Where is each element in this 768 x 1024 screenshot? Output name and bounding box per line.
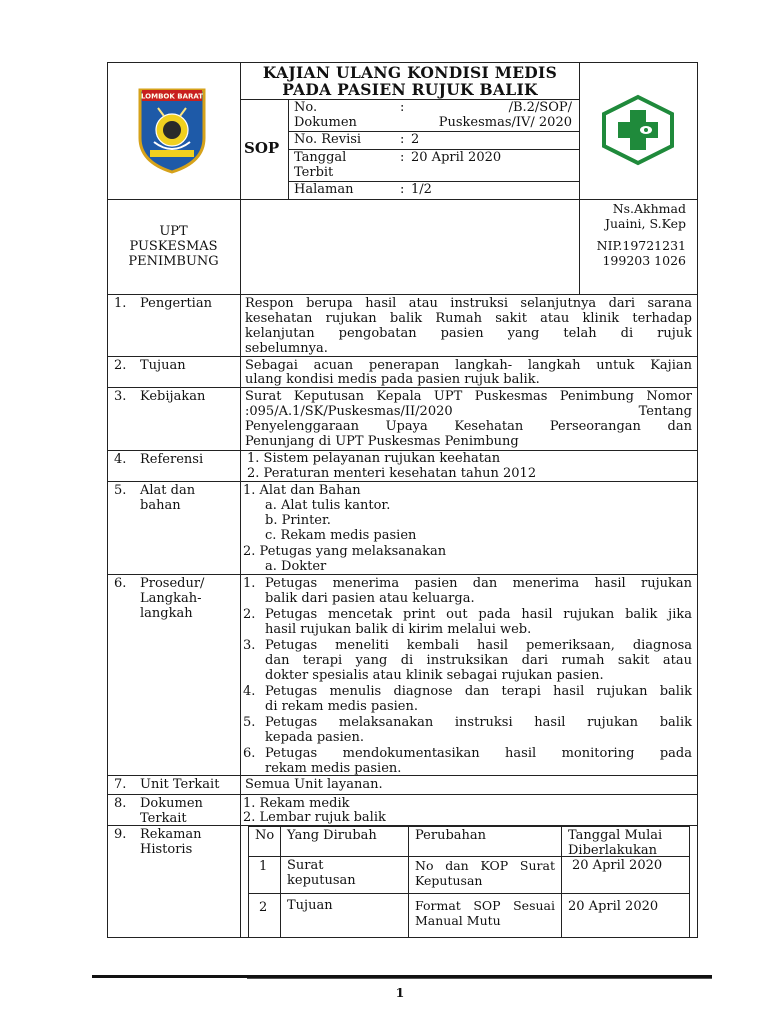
- s3-label: Kebijakan: [140, 389, 206, 404]
- field-no-colon: :: [400, 100, 405, 115]
- s8-item-2: 2. Lembar rujuk balik: [243, 810, 386, 825]
- ht-row1-change-l2: Keputusan: [415, 873, 483, 888]
- field-no-label-l1: No.: [294, 100, 318, 115]
- field-no-label-l2: Dokumen: [294, 115, 357, 130]
- signer-name-l1: Ns.Akhmad: [612, 201, 686, 216]
- field-halaman-value: 1/2: [411, 182, 432, 197]
- ht-header-date-l2: Diberlakukan: [568, 843, 657, 858]
- s7-label: Unit Terkait: [140, 777, 220, 792]
- ht-bottom: [248, 937, 690, 938]
- s6-num: 6.: [114, 576, 127, 591]
- s6-step-4-l2: di rekam medis pasien.: [265, 699, 419, 714]
- s1-line-1: Respon berupa hasil atau instruksi selanjutnya dari sarana: [245, 296, 692, 311]
- s6-step-5-l2: kepada pasien.: [265, 730, 364, 745]
- field-halaman-colon: :: [400, 182, 405, 197]
- s6-step-3-l2: dan terapi yang di instruksikan dari rumah sakit atau: [265, 653, 692, 668]
- ht-col-2: [408, 826, 409, 937]
- s5-line-3: b. Printer.: [265, 513, 331, 528]
- ht-row1-item-l1: Surat: [287, 858, 324, 873]
- signer-nip-l2: 199203 1026: [602, 253, 686, 268]
- s6-step-6-l1: Petugas mendokumentasikan hasil monitoring pada: [265, 746, 692, 761]
- border-left: [107, 62, 108, 938]
- lombok-barat-logo: [136, 86, 208, 174]
- s6-label-l3: langkah: [140, 606, 193, 621]
- s6-step-1-l2: balik dari pasien atau keluarga.: [265, 591, 475, 606]
- org-name-l3: PENIMBUNG: [128, 254, 219, 269]
- puskesmas-logo: [600, 94, 676, 166]
- s6-step-6-num: 6.: [243, 746, 256, 761]
- field-tanggal-value: 20 April 2020: [411, 150, 502, 165]
- field-no-value-l2: Puskesmas/IV/ 2020: [438, 115, 572, 130]
- s6-step-5-num: 5.: [243, 715, 256, 730]
- org-name-l2: PUSKESMAS: [129, 239, 218, 254]
- ht-row1-item-l2: keputusan: [287, 873, 356, 888]
- field-no-value-l1: /B.2/SOP/: [508, 100, 572, 115]
- ht-header-change: Perubahan: [415, 828, 487, 843]
- s2-line-1: Sebagai acuan penerapan langkah- langkah untuk Kajian: [245, 358, 692, 373]
- border-right: [697, 62, 698, 938]
- s2-label: Tujuan: [140, 358, 186, 373]
- document-title-line1: KAJIAN ULANG KONDISI MEDIS: [262, 63, 558, 82]
- s9-num: 9.: [114, 827, 127, 842]
- ht-line-2: [248, 893, 690, 894]
- row-line-6: [107, 775, 698, 776]
- s6-step-3-l1: Petugas meneliti kembali hasil pemeriksaan, diagnosa: [265, 638, 692, 653]
- s6-step-2-l2: hasil rujukan balik di kirim melalui web.: [265, 622, 532, 637]
- s1-line-3: kelanjutan pengobatan pasien yang telah di rujuk: [245, 326, 692, 341]
- footer-rule-thin: [247, 978, 712, 979]
- s4-label: Referensi: [140, 452, 204, 467]
- s2-num: 2.: [114, 358, 127, 373]
- ht-row2-date: 20 April 2020: [568, 899, 659, 914]
- s8-item-1: 1. Rekam medik: [243, 796, 350, 811]
- s5-line-2: a. Alat tulis kantor.: [265, 498, 391, 513]
- field-tanggal-label-l1: Tanggal: [294, 150, 347, 165]
- s6-step-1-num: 1.: [243, 576, 256, 591]
- s4-num: 4.: [114, 452, 127, 467]
- s6-label-l1: Prosedur/: [140, 576, 205, 591]
- ht-col-0: [248, 826, 249, 937]
- s6-step-4-l1: Petugas menulis diagnose dan terapi hasil rujukan balik: [265, 684, 692, 699]
- s5-num: 5.: [114, 483, 127, 498]
- ht-row2-no: 2: [259, 900, 268, 915]
- document-title-line2: PADA PASIEN RUJUK BALIK: [282, 80, 538, 99]
- s3-line-2a: :095/A.1/SK/Puskesmas/II/2020: [245, 404, 453, 419]
- s5-line-6: a. Dokter: [265, 559, 327, 574]
- page-number: 1: [395, 985, 405, 1000]
- field-revisi-value: 2: [411, 132, 420, 147]
- s4-item-1: 1. Sistem pelayanan rujukan keehatan: [247, 451, 501, 466]
- s6-step-1-l1: Petugas menerima pasien dan menerima hasil rujukan: [265, 576, 692, 591]
- field-revisi-colon: :: [400, 132, 405, 147]
- s1-line-2: kesehatan rujukan balik Rumah sakit atau klinik terhadap: [245, 311, 692, 326]
- header-divider: [107, 199, 698, 200]
- s6-step-2-l1: Petugas mencetak print out pada hasil rujukan balik jika: [265, 607, 692, 622]
- field-halaman-label: Halaman: [294, 182, 354, 197]
- s8-label-l1: Dokumen: [140, 796, 203, 811]
- ht-col-3: [561, 826, 562, 937]
- row-line-5: [107, 574, 698, 575]
- s3-line-3: Penyelenggaraan Upaya Kesehatan Perseorangan dan: [245, 419, 692, 434]
- header-bottom: [107, 294, 698, 295]
- ht-row1-change-l1: No dan KOP Surat: [415, 858, 555, 873]
- ht-row2-change-l2: Manual Mutu: [415, 913, 501, 928]
- signer-name-l2: Juaini, S.Kep: [605, 216, 686, 231]
- ht-row2-change-l1: Format SOP Sesuai: [415, 898, 555, 913]
- ht-header-item: Yang Dirubah: [287, 828, 377, 843]
- field-revisi-label: No. Revisi: [294, 132, 362, 147]
- ht-header-date-l1: Tanggal Mulai: [568, 828, 663, 843]
- s9-label-l1: Rekaman: [140, 827, 202, 842]
- ht-row2-item-l1: Tujuan: [287, 898, 333, 913]
- s9-label-l2: Historis: [140, 842, 193, 857]
- s6-label-l2: Langkah-: [140, 591, 202, 606]
- s5-line-5: 2. Petugas yang melaksanakan: [243, 544, 447, 559]
- sop-label: SOP: [244, 139, 280, 157]
- s6-step-4-num: 4.: [243, 684, 256, 699]
- s2-line-2: ulang kondisi medis pada pasien rujuk balik.: [245, 372, 540, 387]
- org-name-l1: UPT: [159, 224, 188, 239]
- s3-line-1: Surat Keputusan Kepala UPT Puskesmas Penimbung Nomor: [245, 389, 692, 404]
- signer-nip-l1: NIP.19721231: [596, 238, 686, 253]
- s3-num: 3.: [114, 389, 127, 404]
- s3-line-4: Penunjang di UPT Puskesmas Penimbung: [245, 434, 519, 449]
- s8-num: 8.: [114, 796, 127, 811]
- field-tanggal-colon: :: [400, 150, 405, 165]
- s6-step-2-num: 2.: [243, 607, 256, 622]
- s7-text: Semua Unit layanan.: [245, 777, 383, 792]
- ht-col-1: [280, 826, 281, 937]
- s4-item-2: 2. Peraturan menteri kesehatan tahun 2012: [247, 466, 537, 481]
- s5-label-l1: Alat dan: [140, 483, 196, 498]
- s6-step-3-num: 3.: [243, 638, 256, 653]
- s6-step-5-l1: Petugas melaksanakan instruksi hasil rujukan balik: [265, 715, 692, 730]
- s5-line-1: 1. Alat dan Bahan: [243, 483, 361, 498]
- s7-num: 7.: [114, 777, 127, 792]
- s1-num: 1.: [114, 296, 127, 311]
- ht-header-no: No: [255, 828, 275, 843]
- ht-col-4: [689, 826, 690, 937]
- body-col-divider: [240, 294, 241, 938]
- s5-line-4: c. Rekam medis pasien: [265, 528, 417, 543]
- s6-step-3-l3: dokter spesialis atau klinik sebagai rujukan pasien.: [265, 668, 604, 683]
- s8-label-l2: Terkait: [140, 811, 187, 826]
- row-line-7: [107, 794, 698, 795]
- ht-row1-no: 1: [259, 859, 268, 874]
- svg-text:LOMBOK BARAT: LOMBOK BARAT: [140, 92, 204, 101]
- s1-line-4: sebelumnya.: [245, 341, 328, 356]
- ht-top: [248, 826, 690, 827]
- ht-row1-date: 20 April 2020: [572, 858, 663, 873]
- s6-step-6-l2: rekam medis pasien.: [265, 761, 402, 776]
- row-line-1: [107, 356, 698, 357]
- s5-label-l2: bahan: [140, 498, 181, 513]
- s3-line-2b: Tentang: [638, 404, 692, 419]
- s1-label: Pengertian: [140, 296, 212, 311]
- field-tanggal-label-l2: Terbit: [294, 165, 334, 180]
